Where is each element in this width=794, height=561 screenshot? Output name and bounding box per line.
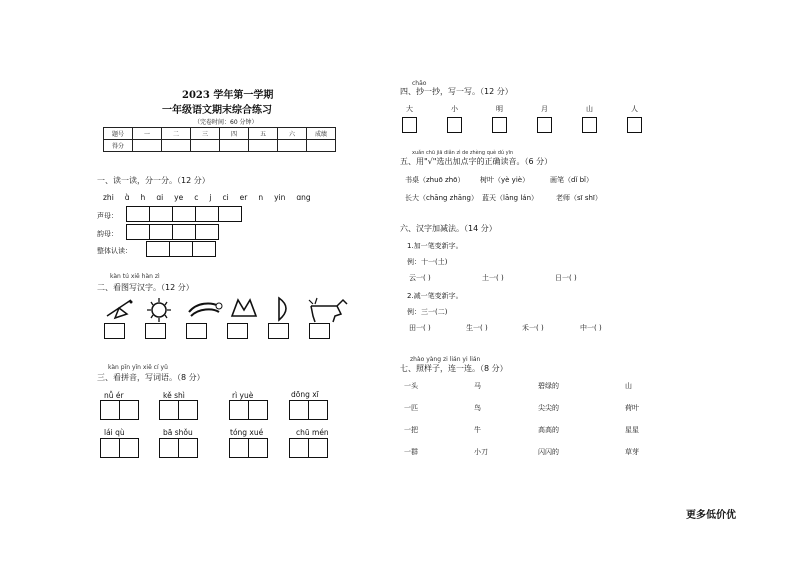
- word-boxes: [100, 400, 139, 420]
- letter: yin: [274, 193, 286, 202]
- footer-text: 更多低价优: [686, 510, 736, 521]
- score-table: [103, 127, 336, 152]
- char-label: 山: [586, 105, 593, 113]
- answer-box[interactable]: [229, 438, 249, 458]
- word-pinyin: kě shì: [163, 391, 185, 400]
- answer-box[interactable]: [126, 206, 150, 222]
- answer-box[interactable]: [193, 241, 216, 257]
- sec7-pinyin: zhào yàng zi lián yi lián: [410, 356, 481, 363]
- score-table-header: [104, 128, 336, 140]
- copy-char: [492, 104, 507, 133]
- answer-box[interactable]: [627, 117, 642, 133]
- score-row-label: 得分: [104, 140, 133, 152]
- sec6-example2: 例：三一(二): [407, 308, 448, 316]
- sec5-item: 画笔（dǐ bǐ）: [550, 176, 594, 184]
- match-item[interactable]: 闪闪的: [538, 448, 559, 456]
- answer-box[interactable]: [447, 117, 462, 133]
- letter: h: [140, 193, 146, 202]
- answer-box[interactable]: [146, 241, 170, 257]
- yunmu-boxes: [126, 224, 219, 240]
- sec6-item: 云一( ): [409, 274, 431, 282]
- bird-icon: [107, 300, 133, 318]
- sec2-pinyin: kàn tú xiě hàn zì: [110, 273, 160, 280]
- match-item[interactable]: 一把: [404, 426, 418, 434]
- score-cell[interactable]: [249, 140, 278, 152]
- score-header-cell: 五: [249, 128, 278, 140]
- sec1-letters: [103, 193, 311, 202]
- char-label: 大: [406, 105, 413, 113]
- answer-box[interactable]: [196, 206, 219, 222]
- answer-box[interactable]: [492, 117, 507, 133]
- score-header-cell: 题号: [104, 128, 133, 140]
- match-item[interactable]: 一匹: [404, 404, 418, 412]
- answer-box[interactable]: [150, 224, 173, 240]
- answer-box[interactable]: [309, 438, 328, 458]
- word-boxes: [289, 438, 328, 458]
- sec2-heading: 二、看图写汉字。（12 分）: [97, 283, 194, 292]
- answer-box[interactable]: [229, 400, 249, 420]
- copy-char: [627, 104, 642, 133]
- mountain-icon: [232, 300, 256, 316]
- time-note: （完卷时间：60 分钟）: [194, 119, 258, 126]
- answer-box[interactable]: [249, 400, 268, 420]
- sec7-col3: [538, 381, 559, 457]
- sec6-example1: 例：十一(土): [407, 258, 448, 266]
- answer-box[interactable]: [219, 206, 242, 222]
- letter: ɑi: [156, 193, 164, 202]
- sec5-item: 蓝天（lāng lán）: [482, 194, 539, 202]
- letter: ɑng: [296, 193, 311, 202]
- letter: ɑ̀: [124, 193, 130, 202]
- letter: j: [209, 193, 212, 202]
- match-item[interactable]: 荷叶: [625, 404, 639, 412]
- sec1-heading: 一、读一读，分一分。（12 分）: [97, 176, 210, 185]
- letter: er: [239, 193, 248, 202]
- sec4-heading: 四、抄一抄，写一写。（12 分）: [400, 87, 513, 96]
- letter: ci: [222, 193, 229, 202]
- shengmu-label: 声母：: [97, 212, 118, 220]
- sec3-pinyin: kàn pīn yīn xiě cí yǔ: [108, 364, 168, 371]
- word-boxes: [159, 438, 198, 458]
- answer-box[interactable]: [289, 400, 309, 420]
- sun-icon: [147, 298, 171, 322]
- answer-box[interactable]: [179, 438, 198, 458]
- answer-box[interactable]: [159, 400, 179, 420]
- zhengti-boxes: [146, 241, 216, 257]
- answer-box[interactable]: [120, 400, 139, 420]
- char-label: 人: [631, 105, 638, 113]
- score-cell[interactable]: [278, 140, 307, 152]
- sec5-item: 树叶（yè yiè）: [480, 176, 530, 184]
- score-cell[interactable]: [191, 140, 220, 152]
- sec6-item: 中一( ): [580, 324, 602, 332]
- char-label: 小: [451, 105, 458, 113]
- word-boxes: [159, 400, 198, 420]
- answer-box[interactable]: [150, 206, 173, 222]
- match-item[interactable]: 草芽: [625, 448, 639, 456]
- score-header-cell: 成绩: [307, 128, 336, 140]
- answer-box[interactable]: [186, 323, 207, 339]
- sec6-part2: 2.减一笔变新字。: [407, 292, 463, 300]
- answer-box[interactable]: [100, 438, 120, 458]
- word-pinyin: bā shǒu: [163, 428, 193, 437]
- answer-box[interactable]: [309, 400, 328, 420]
- letter: c: [194, 193, 199, 202]
- score-header-cell: 一: [133, 128, 162, 140]
- match-item[interactable]: 山: [625, 382, 632, 390]
- answer-box[interactable]: [289, 438, 309, 458]
- copy-char: [402, 104, 417, 133]
- sec7-heading: 七、照样子，连一连。（8 分）: [400, 364, 508, 373]
- match-item[interactable]: 高高的: [538, 426, 559, 434]
- sec5-item: 老师（sī shī）: [556, 194, 602, 202]
- answer-box[interactable]: [582, 117, 597, 133]
- cow-icon: [309, 298, 347, 322]
- answer-box[interactable]: [268, 323, 289, 339]
- letter: zhi: [103, 193, 114, 202]
- match-item[interactable]: 一群: [404, 448, 418, 456]
- word-pinyin: tóng xué: [230, 428, 264, 437]
- score-cell[interactable]: [133, 140, 162, 152]
- answer-box[interactable]: [170, 241, 193, 257]
- half-moon-icon: [279, 298, 286, 320]
- sec6-item: 禾一( ): [522, 324, 544, 332]
- sec6-item: 田一( ): [409, 324, 431, 332]
- sec7-col4: [625, 381, 639, 457]
- match-item[interactable]: 星星: [625, 426, 639, 434]
- match-item[interactable]: 尖尖的: [538, 404, 559, 412]
- word-pinyin: chū mén: [296, 428, 329, 437]
- answer-box[interactable]: [173, 206, 196, 222]
- word-boxes: [289, 400, 328, 420]
- answer-box[interactable]: [402, 117, 417, 133]
- sec6-part1: 1.加一笔变新字。: [407, 242, 463, 250]
- char-label: 月: [541, 105, 548, 113]
- sec3-heading: 三、看拼音，写词语。（8 分）: [97, 373, 205, 382]
- match-item[interactable]: 马: [474, 382, 481, 390]
- sec6-item: 生一( ): [466, 324, 488, 332]
- word-pinyin: nǚ ér: [104, 391, 124, 400]
- page-subtitle: 一年级语文期末综合练习: [162, 105, 272, 116]
- sec6-item: 日一( ): [555, 274, 577, 282]
- sec5-item: 长大（chāng zhāng）: [405, 194, 478, 202]
- letter: n: [258, 193, 264, 202]
- score-header-cell: 三: [191, 128, 220, 140]
- score-table-row: [104, 140, 336, 152]
- answer-box[interactable]: [145, 323, 166, 339]
- match-item[interactable]: 鸟: [474, 404, 481, 412]
- answer-box[interactable]: [104, 323, 125, 339]
- worm-icon: [189, 303, 222, 316]
- answer-box[interactable]: [126, 224, 150, 240]
- match-item[interactable]: 小刀: [474, 448, 488, 456]
- sec7-col2: [474, 381, 488, 457]
- letter: ye: [174, 193, 184, 202]
- yunmu-label: 韵母：: [97, 230, 118, 238]
- score-header-cell: 四: [220, 128, 249, 140]
- word-boxes: [229, 400, 268, 420]
- word-boxes: [229, 438, 268, 458]
- score-header-cell: 二: [162, 128, 191, 140]
- word-pinyin: lái qù: [104, 428, 125, 437]
- answer-box[interactable]: [537, 117, 552, 133]
- sec6-item: 土一( ): [482, 274, 504, 282]
- sec2-boxes: [104, 323, 330, 339]
- answer-box[interactable]: [100, 400, 120, 420]
- score-cell[interactable]: [307, 140, 336, 152]
- answer-box[interactable]: [179, 400, 198, 420]
- sec5-pinyin: xuǎn chū jiā diǎn zì de zhèng què dú yīn: [412, 150, 514, 156]
- word-pinyin: dōng xī: [291, 390, 319, 399]
- shengmu-boxes: [126, 206, 242, 222]
- word-pinyin: rì yuè: [232, 391, 254, 400]
- copy-char: [447, 104, 462, 133]
- sec7-col1: [404, 381, 418, 457]
- page-title: 2023 学年第一学期: [182, 90, 274, 101]
- char-label: 明: [496, 105, 503, 113]
- sec5-heading: 五、用"√"选出加点字的正确读音。（6 分）: [400, 157, 553, 166]
- match-item[interactable]: 碧绿的: [538, 382, 559, 390]
- sec4-pinyin: chāo: [412, 80, 427, 87]
- answer-box[interactable]: [227, 323, 248, 339]
- score-cell[interactable]: [220, 140, 249, 152]
- copy-char: [537, 104, 552, 133]
- answer-box[interactable]: [120, 438, 139, 458]
- copy-char: [582, 104, 597, 133]
- answer-box[interactable]: [159, 438, 179, 458]
- sec4-chars: [402, 104, 642, 133]
- sec5-item: 书桌（zhuō zhō）: [405, 176, 465, 184]
- score-cell[interactable]: [162, 140, 191, 152]
- match-item[interactable]: 一头: [404, 382, 418, 390]
- answer-box[interactable]: [173, 224, 196, 240]
- zhengti-label: 整体认读：: [97, 247, 132, 255]
- sec6-heading: 六、汉字加减法。（14 分）: [400, 224, 497, 233]
- answer-box[interactable]: [309, 323, 330, 339]
- word-boxes: [100, 438, 139, 458]
- match-item[interactable]: 牛: [474, 426, 481, 434]
- answer-box[interactable]: [249, 438, 268, 458]
- score-header-cell: 六: [278, 128, 307, 140]
- answer-box[interactable]: [196, 224, 219, 240]
